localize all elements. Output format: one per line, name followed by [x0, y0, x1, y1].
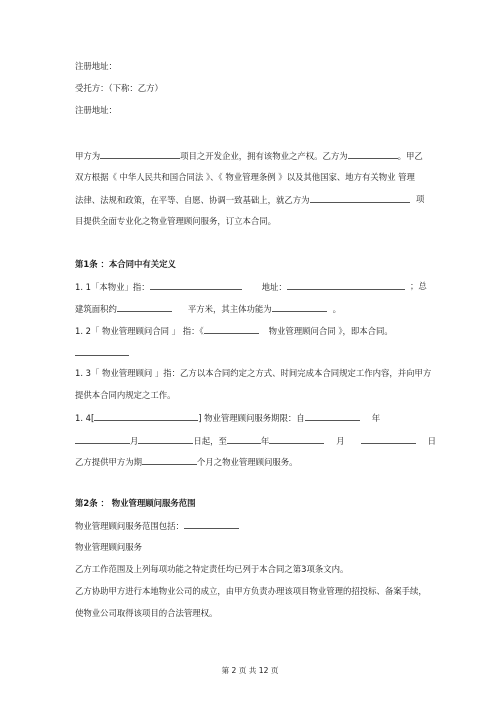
blank-line [287, 280, 405, 290]
text: 建筑面积约 [75, 304, 117, 314]
blank-line [100, 149, 180, 159]
text: ] 物业管理顾问服务期限：自 [198, 413, 305, 423]
reg-address-label: 注册地址： [75, 105, 117, 115]
definition-1-3-cont: 提供本合同内规定之工作。 [75, 390, 176, 400]
text: ；总 [410, 281, 427, 291]
text: 日起，至 [193, 436, 227, 446]
blank-line [117, 302, 172, 312]
blank-line [310, 193, 410, 203]
blank-line [184, 519, 239, 529]
text: 平方米，其主体功能为 [187, 304, 272, 314]
text: 年 [371, 413, 381, 423]
scope-line [75, 519, 239, 532]
definition-1-4 [75, 411, 380, 424]
blank-line [150, 280, 242, 290]
definition-1-4-dates [75, 434, 436, 447]
text: 日 [427, 436, 436, 446]
text: 乙方提供甲方为期 [75, 457, 142, 467]
text: 月 [336, 436, 345, 446]
text: 项目之开发企业，拥有该物业之产权。乙方为 [180, 151, 348, 161]
definition-1-2 [75, 324, 393, 337]
blank-line [75, 434, 130, 444]
text: 1. 4[ [75, 413, 95, 423]
text: 项 [416, 194, 425, 204]
blank-line [142, 455, 197, 465]
blank-line [272, 302, 327, 312]
preamble-line: 目提供全面专业化之物业管理顾问服务，订立本合同。 [75, 216, 276, 226]
blank-line [348, 149, 398, 159]
blank-line [75, 346, 129, 356]
blank-line [94, 411, 198, 421]
text: 法律、法规和政策，在平等、自愿、协调一致基础上，就乙方为 [75, 195, 310, 205]
page-number: 第 2 页 共 12 页 [221, 666, 279, 675]
definition-1-3: 1. 3「 物业管理顾问 」指：乙方以本合同约定之方式、时间完成本合同规定工作内容，并向甲方 [75, 368, 432, 378]
article-2-heading: 第2条 ： 物业管理顾问服务范围 [75, 498, 196, 508]
article-1-heading: 第1条 ：本合同中有关定义 [75, 259, 176, 269]
definition-1-2-blank [75, 346, 129, 359]
trustee-label: 受托方：（下称：乙方） [75, 83, 163, 93]
text: 地址： [261, 282, 287, 292]
definition-1-4-term [75, 455, 298, 468]
scope-line: 物业管理顾问服务 [75, 542, 142, 552]
text: 。 [332, 304, 341, 314]
blank-line [138, 434, 193, 444]
scope-line: 乙方协助甲方进行本地物业公司的成立，由甲方负责办理该项目物业管理的招投标、备案手续， [75, 586, 427, 596]
preamble-line [75, 149, 423, 162]
text: 年 [260, 436, 270, 446]
text: 物业管理顾问合同 》，即本合同。 [268, 326, 393, 336]
text: 。甲乙 [397, 151, 423, 161]
blank-line [305, 411, 360, 421]
text: 月 [130, 436, 139, 446]
text: 个月之物业管理顾问服务。 [197, 457, 298, 467]
blank-line [269, 434, 324, 444]
blank-line [361, 434, 416, 444]
text: 1. 1「本物业」指： [75, 282, 150, 292]
blank-line [227, 434, 261, 444]
scope-line: 乙方工作范围及上列每项功能之特定责任均已列于本合同之第3项条文内。 [75, 564, 349, 574]
blank-line [204, 324, 259, 334]
definition-1-1 [75, 280, 405, 293]
scope-line: 使物业公司取得该项目的合法管理权。 [75, 608, 218, 618]
preamble-line: 双方根据《 中华人民共和国合同法 》、《 物业管理条例 》以及其他国家、地方有关物业 管理 [75, 172, 415, 182]
text: 物业管理顾问服务范围包括： [75, 521, 184, 531]
text: 1. 2「 物业管理顾问合同 」 指：《 [75, 326, 204, 336]
definition-1-1-cont [75, 302, 341, 315]
reg-address-label: 注册地址： [75, 61, 117, 71]
text: 甲方为 [75, 151, 101, 161]
preamble-line [75, 193, 410, 206]
